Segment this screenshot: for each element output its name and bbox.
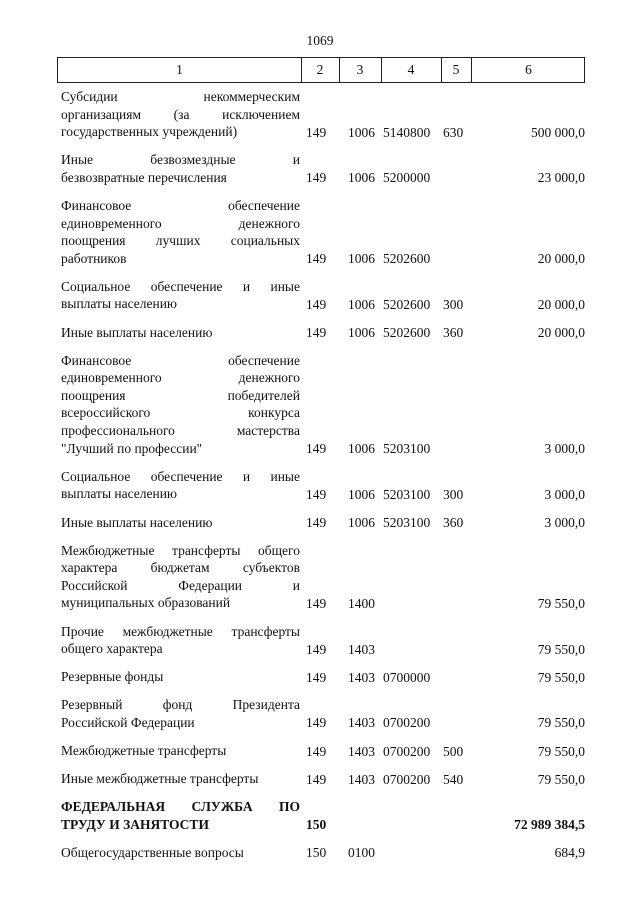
row-c3: 5140800 [383,124,431,140]
row-name [61,798,300,833]
row-name-line: Финансовое обеспечение [61,198,300,213]
row-name-line: государственных учреждений) [61,124,238,140]
table-row [0,798,640,833]
row-name-line: профессионального мастерства [61,423,300,439]
row-c5: 79 550,0 [537,595,585,611]
row-name-line: Социальное обеспечение и иные [61,468,300,484]
row-c1: 149 [306,486,327,502]
table-row [0,468,640,503]
header-divider [301,58,302,82]
row-name [61,668,300,686]
row-c2: 1403 [348,641,375,657]
row-c1: 149 [306,743,327,759]
row-name-line: поощрения лучших социальных [61,233,300,249]
row-name-line: Социальное обеспечение и иные [61,278,300,294]
header-divider [381,58,382,82]
row-name-line: выплаты населению [61,486,178,502]
row-c1: 149 [306,325,327,341]
row-c3: 0700200 [383,743,431,759]
row-name [61,844,300,862]
table-row [0,88,640,141]
table-row [0,623,640,658]
row-c1: 149 [306,124,327,140]
row-c2: 1403 [348,771,375,787]
row-name-line: муниципальных образований [61,595,231,611]
table-row [0,844,640,862]
row-c2: 1400 [348,595,375,611]
row-c5: 23 000,0 [537,170,585,186]
row-c2: 1006 [348,325,375,341]
row-name [61,514,300,532]
row-name-line: Межбюджетные трансферты общего [61,542,300,558]
row-name-line: поощрения победителей [61,387,300,403]
row-c3: 5202600 [383,251,431,267]
row-c5: 72 989 384,5 [514,817,585,833]
header-divider [471,58,472,82]
row-c4: 300 [443,486,464,502]
header-cell: 6 [525,62,532,77]
table-row [0,278,640,313]
row-c5: 500 000,0 [531,124,585,140]
table-row [0,514,640,532]
table-row [0,542,640,612]
table-row [0,770,640,788]
row-name-line: ФЕДЕРАЛЬНАЯ СЛУЖБА ПО [61,799,300,815]
table-header [57,57,585,83]
table-row [0,197,640,267]
row-name-line: всероссийского конкурса [61,405,300,421]
row-c3: 5203100 [383,486,431,502]
row-c2: 1006 [348,297,375,313]
table-row [0,151,640,186]
row-c2: 1403 [348,669,375,685]
row-c1: 149 [306,641,327,657]
row-c1: 149 [306,515,327,531]
row-name-line: организациям (за исключением [61,106,300,122]
row-name [61,542,300,612]
header-cell: 2 [316,62,324,77]
row-c1: 149 [306,771,327,787]
row-c1: 149 [306,251,327,267]
row-c5: 79 550,0 [537,771,585,787]
row-name [61,352,300,458]
page-number: 1069 [306,33,334,48]
header-cell: 1 [176,62,183,77]
row-c3: 5202600 [383,297,431,313]
row-c2: 1006 [348,251,375,267]
row-c2: 1006 [348,124,375,140]
row-name-line: Иные выплаты населению [61,324,213,340]
row-name-line: Прочие межбюджетные трансферты [61,623,300,639]
row-name [61,278,300,313]
row-c1: 149 [306,595,327,611]
row-name [61,468,300,503]
row-c2: 1403 [348,743,375,759]
row-c1: 149 [306,715,327,731]
row-name-line: Иные безвозмездные и [61,152,300,168]
row-name-line: выплаты населению [61,296,178,312]
row-c5: 79 550,0 [537,641,585,657]
table-row [0,324,640,342]
row-name-line: "Лучший по профессии" [61,440,203,456]
row-name-line: безвозвратные перечисления [61,169,227,185]
row-c5: 79 550,0 [537,743,585,759]
row-name-line: характера бюджетам субъектов [61,560,300,576]
row-c3: 5203100 [383,441,431,457]
header-cell: 3 [356,62,364,77]
row-name [61,623,300,658]
row-c3: 5200000 [383,170,431,186]
row-name-line: работников [61,250,127,266]
row-c1: 150 [306,845,327,861]
row-name-line: единовременного денежного [61,370,300,386]
row-name-line: единовременного денежного [61,215,300,231]
row-c4: 360 [443,515,464,531]
row-name-line: Резервные фонды [61,669,164,685]
row-c5: 79 550,0 [537,715,585,731]
table-row [0,742,640,760]
row-c1: 149 [306,170,327,186]
row-c4: 300 [443,297,464,313]
row-name-line: Иные межбюджетные трансферты [61,771,259,787]
table-row [0,352,640,458]
row-name [61,88,300,141]
row-c3: 5203100 [383,515,431,531]
row-name-line: Российской Федерации и [61,577,300,593]
row-c2: 1006 [348,441,375,457]
header-cell: 5 [452,62,460,77]
row-c4: 540 [443,771,464,787]
header-cell: 4 [407,62,415,77]
row-c1: 149 [306,297,327,313]
row-name [61,324,300,342]
row-c2: 0100 [348,845,375,861]
row-c5: 20 000,0 [537,251,585,267]
row-name [61,151,300,186]
row-name-line: Резервный фонд Президента [61,697,300,713]
row-c5: 3 000,0 [544,515,585,531]
row-name [61,742,300,760]
row-name [61,696,300,731]
row-c5: 79 550,0 [537,669,585,685]
row-c5: 684,9 [554,845,585,861]
row-name-line: ТРУДУ И ЗАНЯТОСТИ [61,816,209,832]
row-name [61,770,300,788]
row-c3: 0700200 [383,715,431,731]
row-name-line: Межбюджетные трансферты [61,743,227,758]
header-divider [339,58,340,82]
header-divider [441,58,442,82]
row-c5: 3 000,0 [544,486,585,502]
row-c3: 5202600 [383,325,431,341]
row-c3: 0700200 [383,771,431,787]
row-name [61,197,300,267]
row-name-line: Субсидии некоммерческим [61,89,300,104]
row-c2: 1006 [348,170,375,186]
row-name-line: Иные выплаты населению [61,514,213,530]
table-row [0,668,640,686]
row-c1: 149 [306,669,327,685]
row-c5: 3 000,0 [544,441,585,457]
row-c5: 20 000,0 [537,325,585,341]
row-c5: 20 000,0 [537,297,585,313]
row-name-line: Российской Федерации [61,714,195,730]
row-name-line: общего характера [61,641,163,657]
row-c4: 360 [443,325,464,341]
row-name-line: Финансовое обеспечение [61,352,300,368]
row-c3: 0700000 [383,669,431,685]
row-c2: 1403 [348,715,375,731]
row-c2: 1006 [348,486,375,502]
row-c1: 150 [306,817,327,833]
table-row [0,696,640,731]
row-c2: 1006 [348,515,375,531]
row-c4: 630 [443,124,464,140]
row-name-line: Общегосударственные вопросы [61,844,244,860]
row-c4: 500 [443,743,464,759]
row-c1: 149 [306,441,327,457]
